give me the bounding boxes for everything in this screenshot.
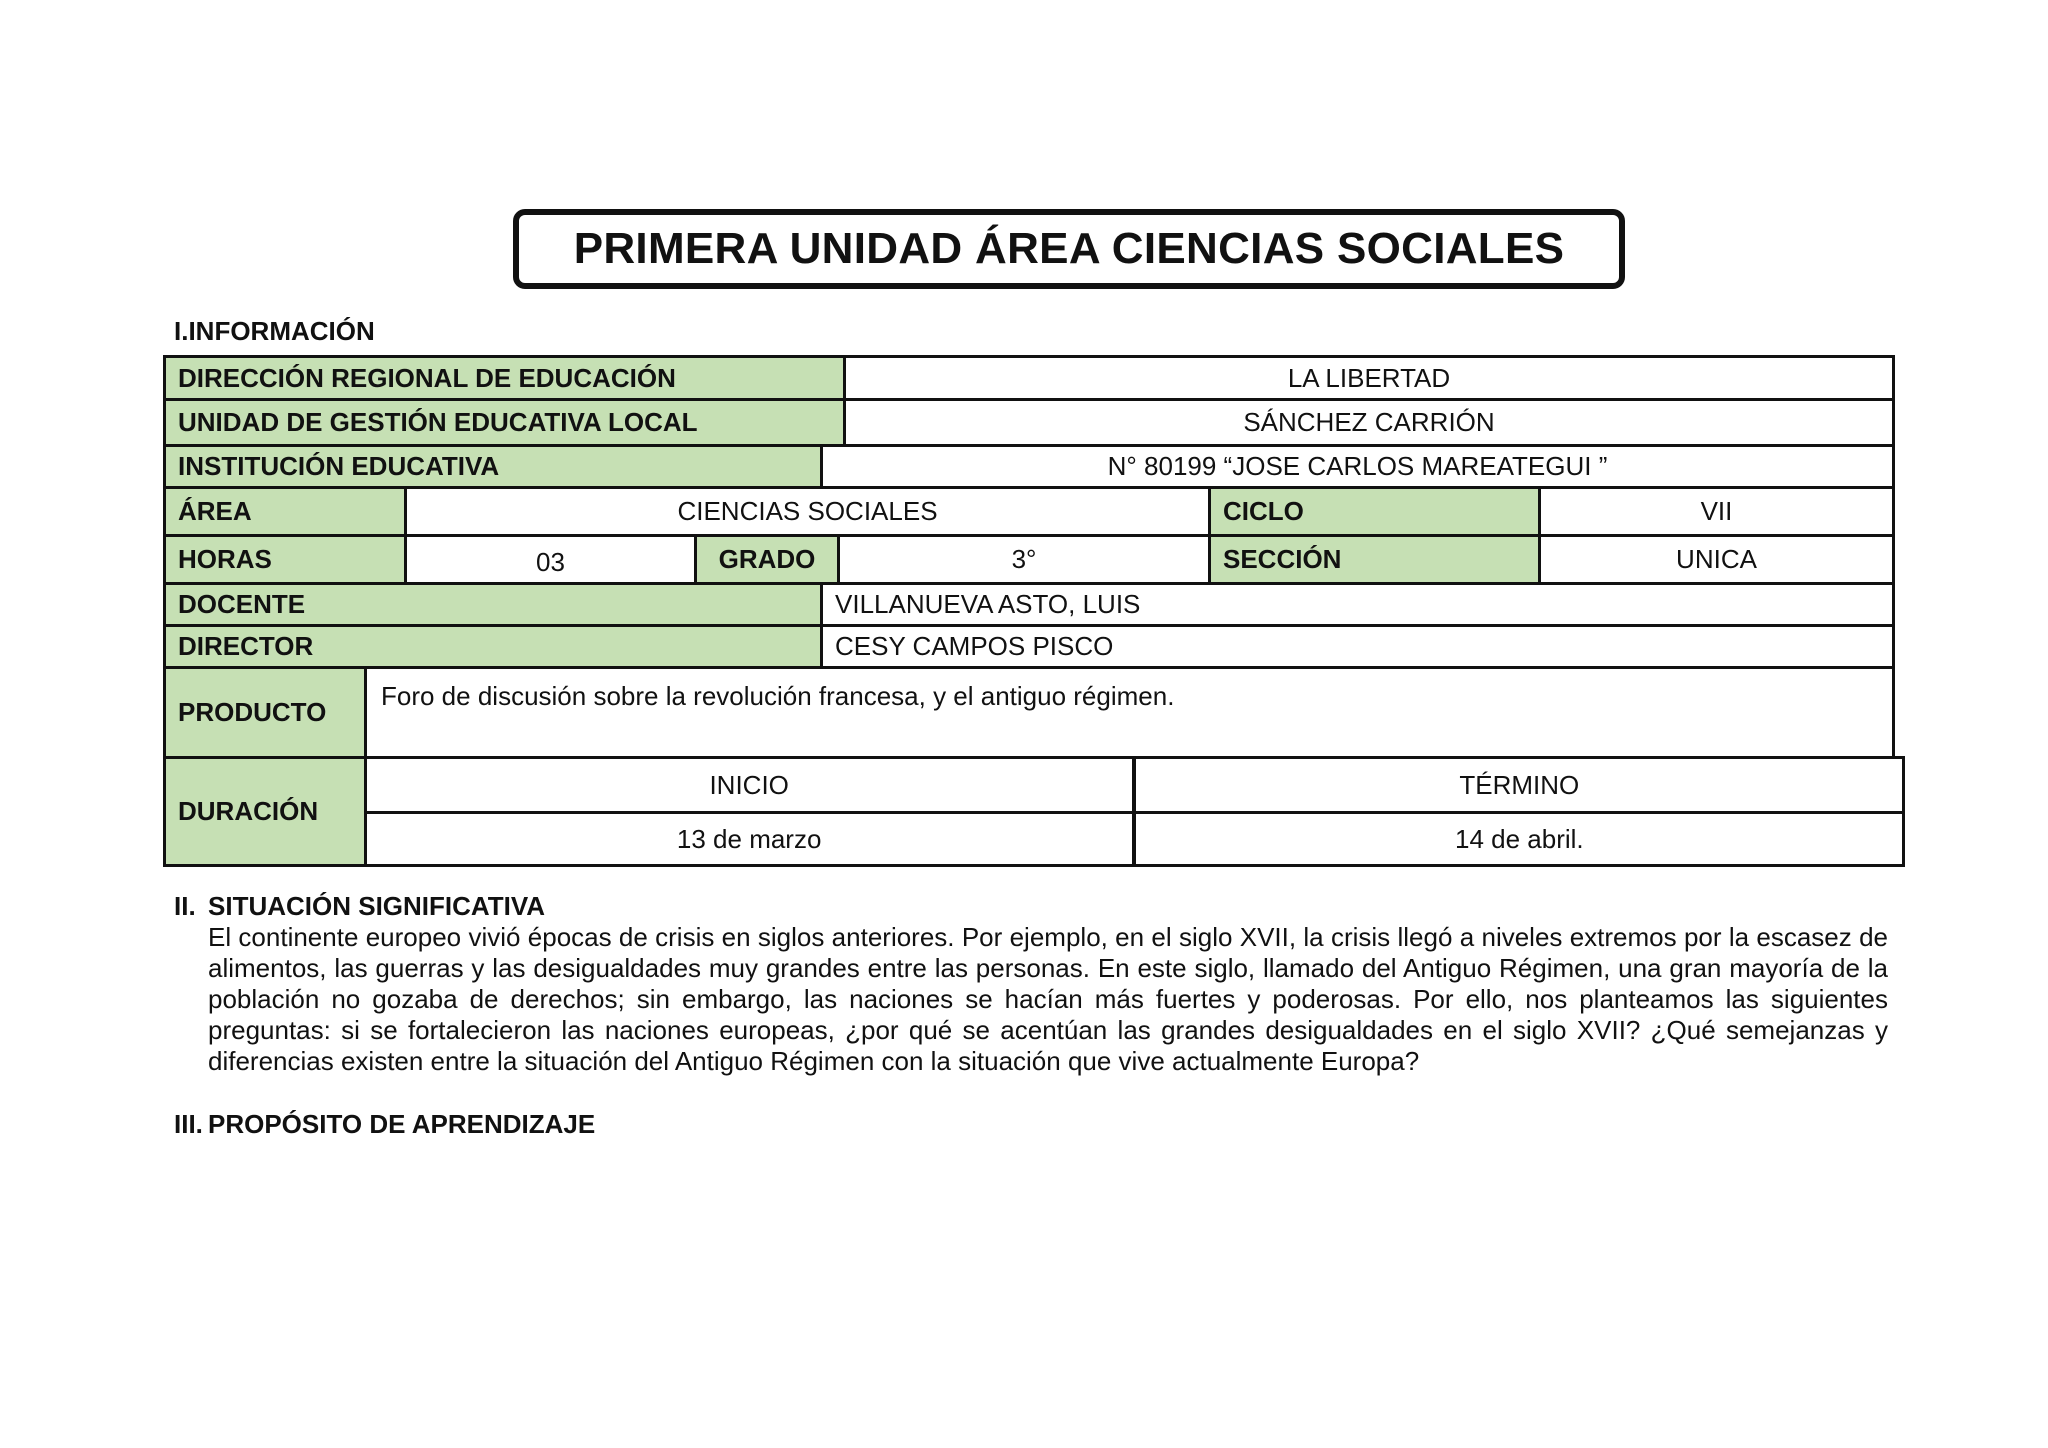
table-row <box>163 756 1904 867</box>
ugel-value: SÁNCHEZ CARRIÓN <box>843 398 1895 447</box>
ugel-label: UNIDAD DE GESTIÓN EDUCATIVA LOCAL <box>163 398 846 447</box>
section-number-situacion: II. <box>174 891 196 921</box>
inicio-label: INICIO <box>364 756 1135 814</box>
grado-label: GRADO <box>694 534 840 585</box>
section-heading-informacion: I.INFORMACIÓN <box>174 316 375 346</box>
seccion-label: SECCIÓN <box>1208 534 1541 585</box>
director-value: CESY CAMPOS PISCO <box>820 624 1895 669</box>
table-row <box>163 355 1895 398</box>
info-table <box>163 355 1895 867</box>
docente-value: VILLANUEVA ASTO, LUIS <box>820 582 1895 627</box>
page-title: PRIMERA UNIDAD ÁREA CIENCIAS SOCIALES <box>513 209 1625 289</box>
director-label: DIRECTOR <box>163 624 823 669</box>
dre-label: DIRECCIÓN REGIONAL DE EDUCACIÓN <box>163 355 846 401</box>
termino-value: 14 de abril. <box>1133 811 1905 867</box>
producto-value: Foro de discusión sobre la revolución francesa, y el antiguo régimen. <box>364 666 1895 759</box>
table-row <box>163 398 1895 444</box>
termino-label: TÉRMINO <box>1133 756 1905 814</box>
situacion-paragraph: El continente europeo vivió épocas de crisis en siglos anteriores. Por ejemplo, en el siglo XVII, la crisis llegó a niveles extremos por la escasez de alimentos, las guerras y las desigualdades muy grandes entre las personas. En este siglo, llamado del Antiguo Régimen, una gran mayoría de la población no gozaba de derechos; sin embargo, las naciones se hacían más fuertes y poderosas. Por ello, nos planteamos las siguientes preguntas: si se fortalecieron las naciones europeas, ¿por qué se acentúan las grandes desigualdades en el siglo XVII? ¿Qué semejanzas y diferencias existen entre la situación del Antiguo Régimen con la situación que vive actualmente Europa? <box>208 922 1888 1076</box>
section-heading-proposito: PROPÓSITO DE APRENDIZAJE <box>208 1109 596 1139</box>
area-label: ÁREA <box>163 486 407 537</box>
dre-value: LA LIBERTAD <box>843 355 1895 401</box>
section-number-proposito: III. <box>174 1109 203 1139</box>
area-value: CIENCIAS SOCIALES <box>404 486 1211 537</box>
horas-label: HORAS <box>163 534 407 585</box>
table-row <box>163 624 1895 666</box>
ie-value: N° 80199 “JOSE CARLOS MAREATEGUI ” <box>820 444 1895 489</box>
table-row <box>163 666 1895 756</box>
ie-label: INSTITUCIÓN EDUCATIVA <box>163 444 823 489</box>
table-row <box>163 486 1895 534</box>
seccion-value: UNICA <box>1538 534 1895 585</box>
docente-label: DOCENTE <box>163 582 823 627</box>
producto-label: PRODUCTO <box>163 666 367 759</box>
ciclo-label: CICLO <box>1208 486 1541 537</box>
table-row <box>163 582 1895 624</box>
table-row <box>163 534 1895 582</box>
table-row <box>163 444 1895 486</box>
horas-value: 03 <box>404 534 697 585</box>
ciclo-value: VII <box>1538 486 1895 537</box>
section-heading-situacion: SITUACIÓN SIGNIFICATIVA <box>208 891 546 921</box>
inicio-value: 13 de marzo <box>364 811 1135 867</box>
duracion-label: DURACIÓN <box>163 756 367 867</box>
grado-value: 3° <box>837 534 1211 585</box>
